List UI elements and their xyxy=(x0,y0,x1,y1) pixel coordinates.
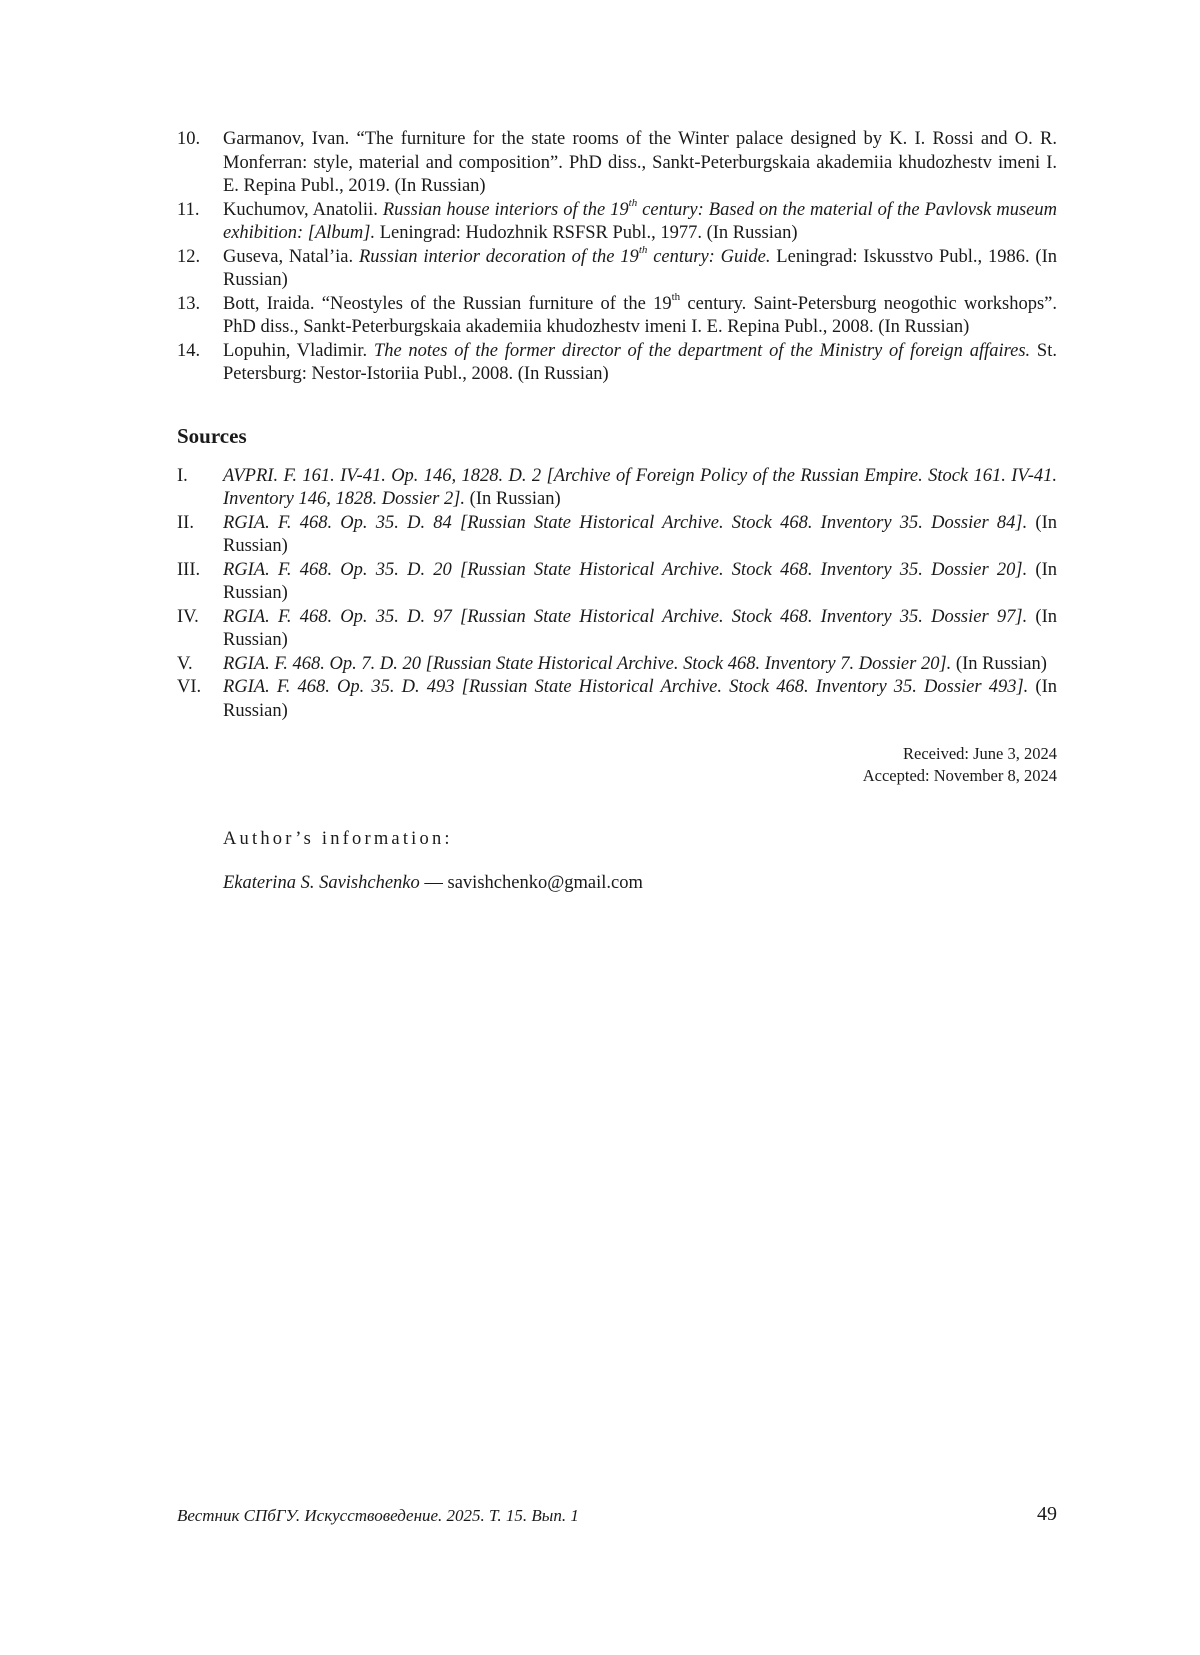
source-item xyxy=(177,559,1057,606)
source-item-number: IV. xyxy=(177,606,199,627)
source-item xyxy=(177,653,1057,677)
reference-item xyxy=(177,293,1057,340)
source-item-text: (In Russian) xyxy=(223,606,1057,650)
reference-item-number: 12. xyxy=(177,246,201,267)
source-item xyxy=(177,465,1057,512)
source-item-number: III. xyxy=(177,559,201,580)
author-separator: — xyxy=(419,873,448,893)
source-item-text: RGIA. F. 468. Op. 35. D. 20 [Russian State Historical Archive. Stock 468. Inventory 35. Dossier 20]. xyxy=(223,559,1028,580)
references-list xyxy=(177,128,1057,387)
reference-item-text: century: Guide. xyxy=(647,246,771,267)
source-item-number: VI. xyxy=(177,677,202,697)
reference-item-text: Guseva, Natal’ia. xyxy=(223,246,359,267)
page-content xyxy=(177,128,1057,895)
source-item-text: RGIA. F. 468. Op. 35. D. 84 [Russian State Historical Archive. Stock 468. Inventory 35. Dossier 84]. xyxy=(223,512,1028,533)
reference-item-number: 10. xyxy=(177,129,201,149)
source-item-text: (In Russian) xyxy=(465,489,561,509)
article-dates xyxy=(177,743,1057,787)
reference-item-text: Lopuhin, Vladimir. xyxy=(223,340,374,361)
author-heading: Author’s information: xyxy=(223,829,453,849)
reference-item-text: St. Petersburg: Nestor-Istoriia Publ., 2008. (In Russian) xyxy=(223,340,1057,384)
reference-item-text: Leningrad: Iskusstvo Publ., 1986. (In Russian) xyxy=(223,246,1058,290)
reference-item-number: 13. xyxy=(177,293,201,314)
reference-item-text: century. Saint-Petersburg neogothic workshops”. PhD diss., Sankt-Peterburgskaia akademiia khudozhestv imeni I. E. Repina Publ., 2008. (In Russian) xyxy=(223,293,1057,337)
accepted-date: Accepted: November 8, 2024 xyxy=(862,766,1057,785)
reference-item-text: Russian interior decoration of the 19 xyxy=(358,246,639,267)
reference-item-text: Bott, Iraida. “Neostyles of the Russian furniture of the 19 xyxy=(223,293,672,314)
page-footer xyxy=(177,1503,1057,1529)
source-item xyxy=(177,676,1057,723)
reference-item-text: Garmanov, Ivan. “The furniture for the state rooms of the Winter palace designed by K. I. Rossi and O. R. Monferran: style, material and composition”. PhD diss., Sankt-Peterburgskaia akademiia khudozhestv imeni I. E. Repina Publ., 2019. (In Russian) xyxy=(223,129,1057,196)
reference-item-number: 14. xyxy=(177,340,201,361)
author-email[interactable]: savishchenko@gmail.com xyxy=(447,873,643,893)
source-item-number: II. xyxy=(177,512,194,533)
source-item xyxy=(177,512,1057,559)
reference-item-text: Leningrad: Hudozhnik RSFSR Publ., 1977. (In Russian) xyxy=(375,223,798,243)
source-item-number: V. xyxy=(177,653,193,674)
reference-item-text: th xyxy=(628,197,638,210)
source-item-text: (In Russian) xyxy=(223,677,1057,721)
reference-item-text: Kuchumov, Anatolii. xyxy=(223,199,383,220)
page-number: 49 xyxy=(1037,1503,1057,1525)
source-item xyxy=(177,606,1057,653)
source-item-text: AVPRI. F. 161. IV-41. Op. 146, 1828. D. 2 [Archive of Foreign Policy of the Russian Empire. Stock 161. IV-41. Inventory 146, 1828. Dossier 2]. xyxy=(223,465,1057,509)
source-item-text: RGIA. F. 468. Op. 35. D. 493 [Russian State Historical Archive. Stock 468. Inventory 35. Dossier 493]. xyxy=(223,677,1029,697)
source-item-text: (In Russian) xyxy=(223,512,1057,556)
reference-item-text: th xyxy=(671,291,681,304)
author-information xyxy=(177,827,1057,895)
reference-item-text: The notes of the former director of the department of the Ministry of foreign affaires. xyxy=(373,340,1031,361)
sources-heading: Sources xyxy=(177,423,247,448)
received-date: Received: June 3, 2024 xyxy=(903,744,1057,763)
reference-item-text: th xyxy=(638,244,648,257)
reference-item xyxy=(177,128,1057,199)
source-item-text: RGIA. F. 468. Op. 35. D. 97 [Russian State Historical Archive. Stock 468. Inventory 35. Dossier 97]. xyxy=(223,606,1028,627)
reference-item-number: 11. xyxy=(177,199,200,220)
journal-title: Вестник СПбГУ. Искусствоведение. 2025. Т. 15. Вып. 1 xyxy=(177,1506,579,1525)
source-item-text: (In Russian) xyxy=(223,559,1057,603)
reference-item xyxy=(177,246,1057,293)
reference-item-text: century: Based on the material of the Pavlovsk museum exhibition: [Album]. xyxy=(223,199,1057,243)
source-item-text: RGIA. F. 468. Op. 7. D. 20 [Russian State Historical Archive. Stock 468. Inventory 7. Dossier 20]. xyxy=(223,653,952,674)
reference-item xyxy=(177,199,1057,246)
author-name: Ekaterina S. Savishchenko xyxy=(223,873,420,893)
source-item-number: I. xyxy=(177,465,188,486)
author-line xyxy=(223,871,1057,895)
reference-item-text: Russian house interiors of the 19 xyxy=(382,199,629,220)
reference-item xyxy=(177,340,1057,387)
sources-list xyxy=(177,465,1057,724)
source-item-text: (In Russian) xyxy=(951,653,1047,674)
